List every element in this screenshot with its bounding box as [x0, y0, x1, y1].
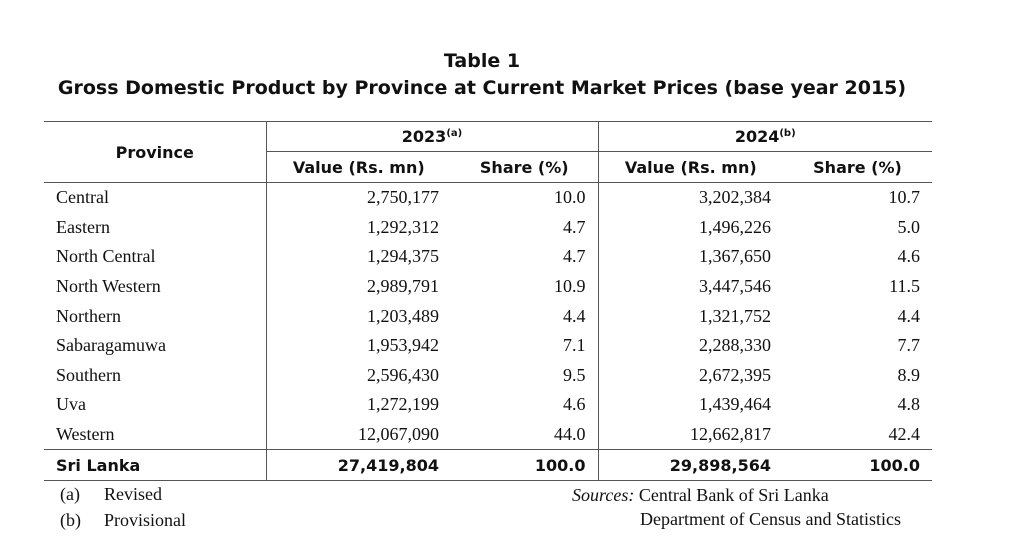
value-2024: 12,662,817 [598, 420, 783, 450]
year-2023-header: 2023$^{(a)}$ [266, 122, 598, 152]
share-2023: 44.0 [554, 424, 586, 445]
value-2024: 1,496,226 [598, 213, 783, 243]
year-2024-note: (b) [779, 128, 796, 139]
share-2024-header: Share (%) [783, 152, 932, 183]
share-2023: 7.1 [563, 335, 586, 356]
province-name: Eastern [56, 216, 110, 237]
province-name: Central [56, 187, 109, 208]
table-row [44, 331, 932, 361]
total-value-2024: 29,898,564 [598, 450, 783, 481]
total-row [44, 450, 932, 481]
value-2023: 1,203,489 [266, 301, 451, 331]
table-row [44, 272, 932, 302]
value-2023: 1,292,312 [266, 213, 451, 243]
value-2023: 1,294,375 [266, 242, 451, 272]
share-2024: 4.8 [897, 394, 920, 415]
province-name: Sabaragamuwa [56, 335, 166, 356]
value-2024: 1,367,650 [598, 242, 783, 272]
value-2024: 3,202,384 [598, 183, 783, 213]
table-row [44, 213, 932, 243]
share-2023: 4.7 [563, 216, 586, 237]
year-2024-header: 2024$^{(b)}$ [598, 122, 932, 152]
total-share-2023: 100.0 [451, 450, 598, 481]
value-2023: 2,750,177 [266, 183, 451, 213]
sources-line-1 [572, 485, 829, 506]
province-name: Southern [56, 364, 121, 385]
province-name: Northern [56, 305, 121, 326]
value-2023: 12,067,090 [266, 420, 451, 450]
share-2023-header: Share (%) [451, 152, 598, 183]
value-2023-header: Value (Rs. mn) [266, 152, 451, 183]
share-2024: 10.7 [888, 187, 920, 208]
value-2023: 1,953,942 [266, 331, 451, 361]
province-name: Uva [56, 394, 86, 415]
footnote-a [60, 484, 162, 505]
source-dcs: Department of Census and Statistics [640, 509, 901, 529]
footnote-a-text: Revised [104, 484, 162, 504]
total-value-2023: 27,419,804 [266, 450, 451, 481]
year-2023-note: (a) [446, 128, 463, 139]
table-subtitle: Gross Domestic Product by Province at Current Market Prices (base year 2015) [57, 77, 907, 99]
value-2024: 1,439,464 [598, 390, 783, 420]
sources-line-2 [640, 509, 901, 530]
table-row [44, 390, 932, 420]
table-row [44, 242, 932, 272]
province-name: North Western [56, 276, 161, 297]
total-share-2024: 100.0 [783, 450, 932, 481]
table-row [44, 183, 932, 213]
source-cbsl: Central Bank of Sri Lanka [638, 485, 829, 505]
share-2024: 7.7 [897, 335, 920, 356]
footnote-b [60, 510, 186, 531]
province-header: Province [44, 122, 266, 183]
province-name: North Central [56, 246, 156, 267]
footnote-a-label: (a) [60, 484, 80, 504]
share-2024: 4.4 [897, 305, 920, 326]
table-title: Table 1 [443, 50, 521, 72]
share-2023: 10.9 [554, 276, 586, 297]
value-2024: 1,321,752 [598, 301, 783, 331]
table-row [44, 301, 932, 331]
share-2023: 4.4 [563, 305, 586, 326]
share-2023: 4.7 [563, 246, 586, 267]
share-2024: 11.5 [889, 276, 920, 297]
value-2023: 1,272,199 [266, 390, 451, 420]
footnote-b-label: (b) [60, 510, 81, 530]
total-label: Sri Lanka [44, 450, 266, 481]
footnote-b-text: Provisional [104, 510, 187, 530]
share-2023: 4.6 [563, 394, 586, 415]
table-row [44, 361, 932, 391]
value-2024: 3,447,546 [598, 272, 783, 302]
value-2024: 2,288,330 [598, 331, 783, 361]
gdp-table [44, 121, 932, 481]
province-name: Western [56, 424, 115, 445]
share-2024: 8.9 [897, 364, 920, 385]
value-2024-header: Value (Rs. mn) [598, 152, 783, 183]
table-row [44, 420, 932, 450]
share-2024: 4.6 [897, 246, 920, 267]
share-2023: 10.0 [554, 187, 586, 208]
value-2023: 2,989,791 [266, 272, 451, 302]
share-2023: 9.5 [563, 364, 586, 385]
sources-label: Sources: [572, 485, 635, 505]
value-2023: 2,596,430 [266, 361, 451, 391]
share-2024: 42.4 [888, 424, 920, 445]
share-2024: 5.0 [897, 216, 920, 237]
value-2024: 2,672,395 [598, 361, 783, 391]
